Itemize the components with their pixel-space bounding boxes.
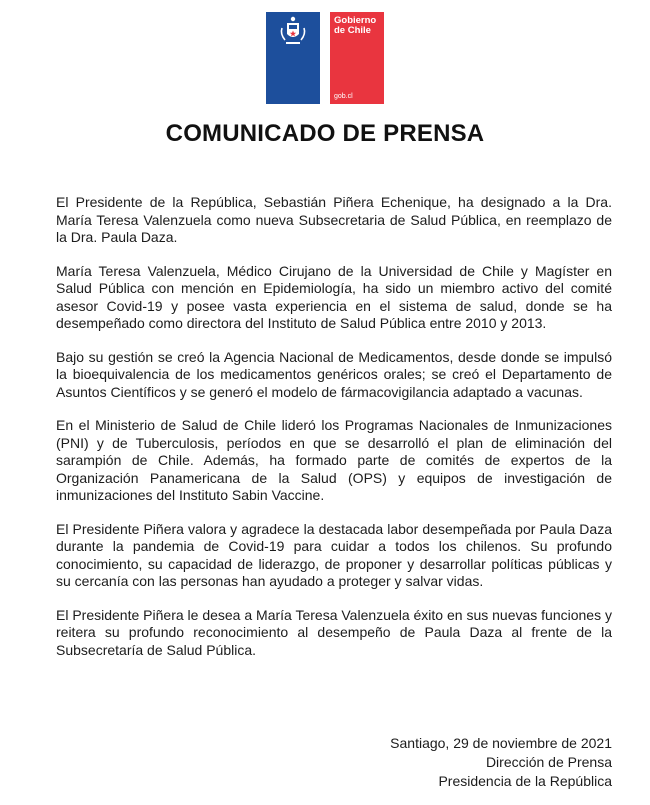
paragraph: En el Ministerio de Salud de Chile lideró los Programas Nacionales de Inmunizaciones (PNI) y de Tuberculosis, períodos en que se desarrolló el plan de eliminación del sarampión de Chile. Además, ha formado parte de comités de expertos de la Organización Panamericana de la Salud (OPS) y equipos de investigación de inmunizaciones del Instituto Sabin Vaccine. [56,417,612,503]
paragraph: El Presidente Piñera valora y agradece la destacada labor desempeñada por Paula Daza durante la pandemia de Covid-19 para cuidar a todos los chilenos. Su profundo conocimiento, su capacidad de liderazgo, de proponer y desarrollar políticas públicas y su cercanía con las personas han ayudado a proteger y salvar vidas. [56,520,612,589]
logo-url: gob.cl [334,93,353,100]
paragraph: El Presidente de la República, Sebastián Piñera Echenique, ha designado a la Dra. María Teresa Valenzuela como nueva Subsecretaria de Salud Pública, en reemplazo de la Dra. Paula Daza. [56,194,612,245]
paragraph: El Presidente Piñera le desea a María Teresa Valenzuela éxito en sus nuevas funciones y reitera su profundo reconocimiento al desempeño de Paula Daza al frente de la Subsecretaría de Salud Pública. [56,606,612,658]
logo-blue-block [266,12,320,104]
logo-line2: de Chile [334,25,371,36]
signature-block [390,734,612,791]
date-line: Santiago, 29 de noviembre de 2021 [390,735,612,751]
gobierno-de-chile-logo [266,12,384,104]
issuing-institution: Presidencia de la República [438,773,612,789]
press-release-body [56,194,612,675]
paragraph: María Teresa Valenzuela, Médico Cirujano de la Universidad de Chile y Magíster en Salud Pública con mención en Epidemiología, ha sido un miembro activo del comité asesor Covid-19 y posee vasta experiencia en el sistema de salud, donde se ha desempeñado como directora del Instituto de Salud Pública entre 2010 y 2013. [56,262,612,331]
logo-wordmark [334,16,382,36]
paragraph: Bajo su gestión se creó la Agencia Nacional de Medicamentos, desde donde se impulsó la bioequivalencia de los medicamentos genéricos orales; se creó el Departamento de Asuntos Científicos y se generó el modelo de fármacovigilancia adaptado a vacunas. [56,348,612,400]
press-release-title: COMUNICADO DE PRENSA [165,120,485,147]
logo-line1: Gobierno [334,15,377,26]
coat-of-arms-icon [278,14,308,48]
logo-red-block [330,12,384,104]
issuing-office: Dirección de Prensa [485,754,612,770]
